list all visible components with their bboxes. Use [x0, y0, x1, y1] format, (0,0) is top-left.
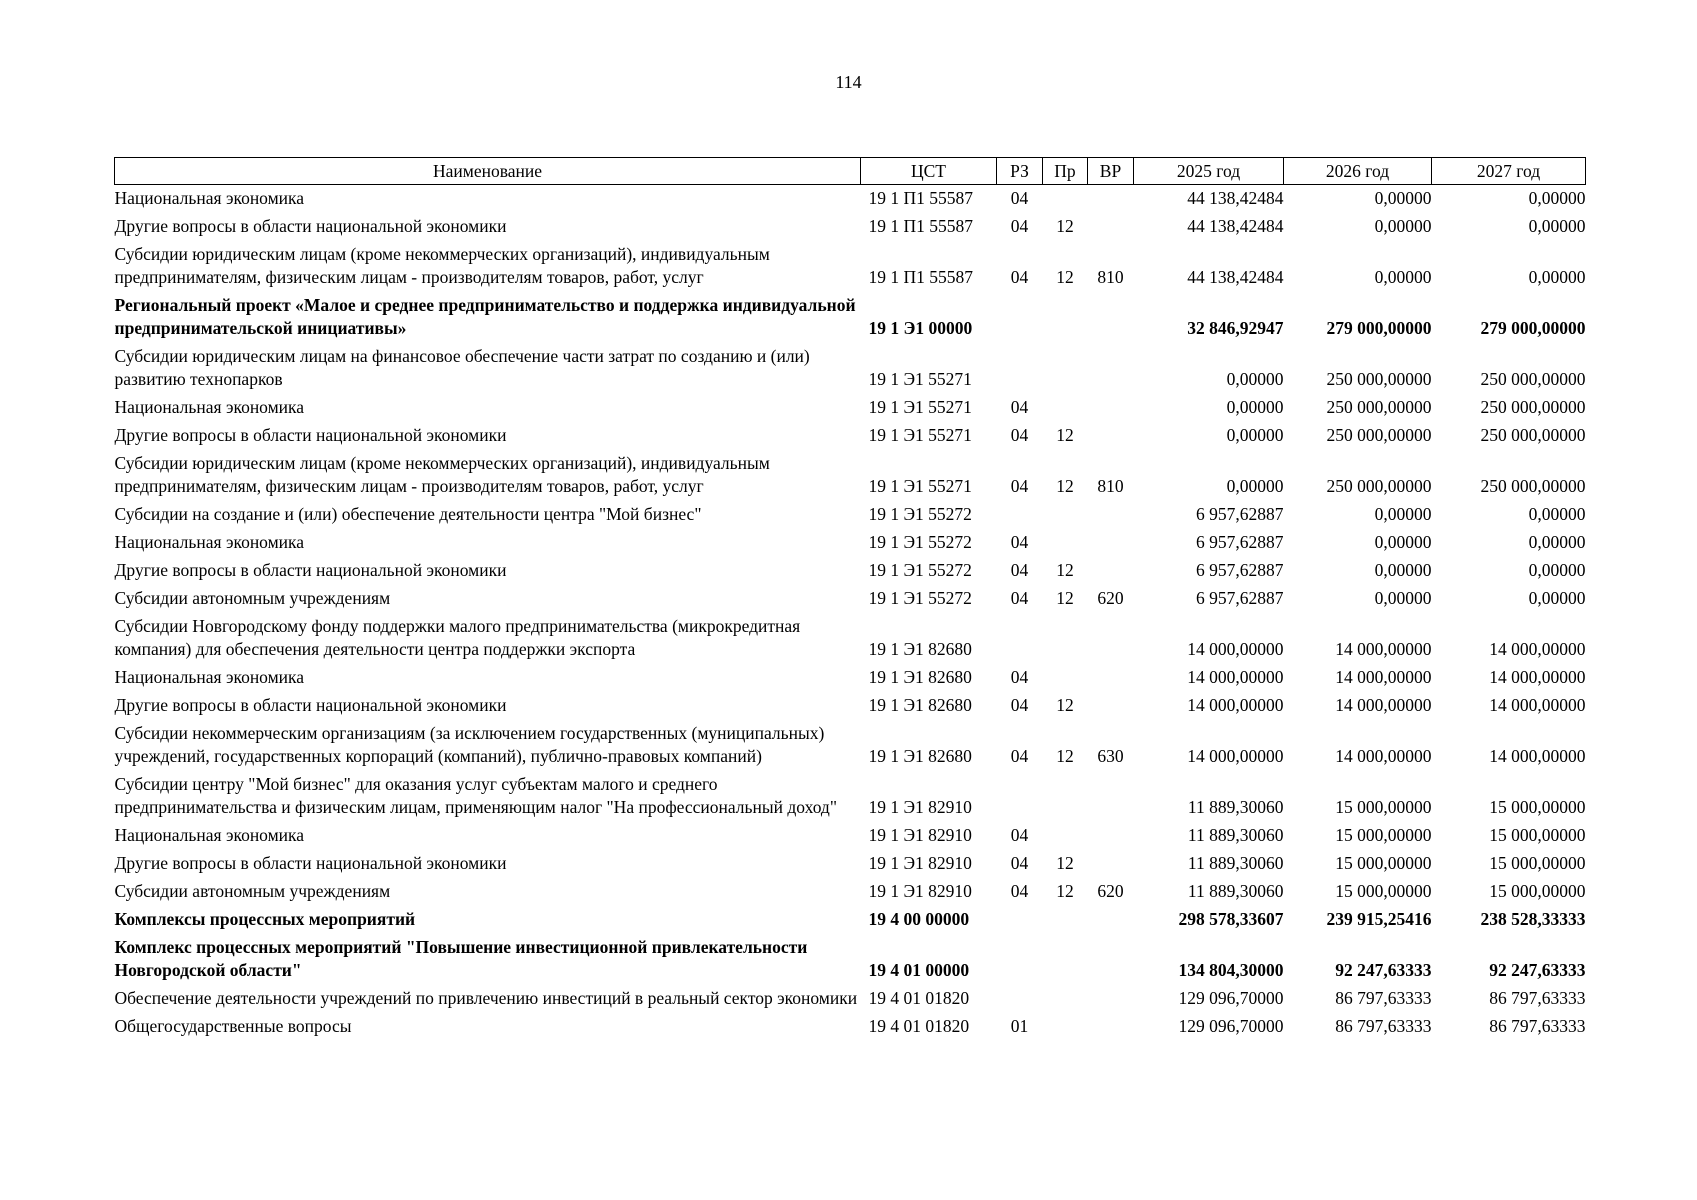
cell-2026: 0,00000 — [1374, 188, 1432, 208]
cell-rz: 04 — [1010, 560, 1029, 580]
cell-vr — [1088, 294, 1134, 345]
cell-2025: 11 889,30060 — [1187, 853, 1284, 873]
table-row — [115, 722, 1586, 773]
cell-2027: 0,00000 — [1528, 588, 1586, 608]
cell-name: Субсидии на создание и (или) обеспечение деятельности центра "Мой бизнес" — [114, 504, 702, 524]
table-header-row — [115, 158, 1586, 185]
cell-cst: 19 4 01 01820 — [868, 988, 970, 1008]
table-body — [115, 185, 1586, 1044]
cell-2026: 14 000,00000 — [1335, 695, 1432, 715]
cell-2025: 134 804,30000 — [1178, 960, 1284, 980]
cell-pr: 12 — [1056, 267, 1074, 287]
cell-rz — [997, 908, 1043, 936]
cell-2025: 44 138,42484 — [1187, 216, 1284, 236]
cell-2027: 15 000,00000 — [1489, 881, 1586, 901]
table-row — [115, 773, 1586, 824]
cell-vr — [1088, 503, 1134, 531]
cell-name: Национальная экономика — [114, 667, 305, 687]
cell-cst: 19 1 Э1 55271 — [868, 476, 972, 496]
cell-name: Субсидии автономным учреждениям — [114, 881, 391, 901]
cell-name: Другие вопросы в области национальной экономики — [114, 695, 507, 715]
cell-cst: 19 1 Э1 82910 — [868, 881, 972, 901]
cell-2026: 250 000,00000 — [1326, 397, 1432, 417]
cell-vr — [1088, 396, 1134, 424]
cell-vr: 810 — [1097, 476, 1124, 496]
table-row — [115, 243, 1586, 294]
cell-pr: 12 — [1056, 853, 1074, 873]
cell-rz — [997, 294, 1043, 345]
cell-2025: 14 000,00000 — [1187, 667, 1284, 687]
table-row — [115, 880, 1586, 908]
cell-vr — [1088, 345, 1134, 396]
cell-pr — [1043, 908, 1088, 936]
cell-name: Национальная экономика — [114, 397, 305, 417]
cell-2025: 0,00000 — [1226, 425, 1284, 445]
cell-2026: 14 000,00000 — [1335, 667, 1432, 687]
cell-rz — [997, 936, 1043, 987]
table-row — [115, 936, 1586, 987]
cell-rz — [997, 773, 1043, 824]
cell-2025: 44 138,42484 — [1187, 188, 1284, 208]
cell-pr — [1043, 1015, 1088, 1043]
cell-vr — [1088, 559, 1134, 587]
cell-2027: 14 000,00000 — [1489, 639, 1586, 659]
cell-2026: 0,00000 — [1374, 560, 1432, 580]
cell-rz: 04 — [1010, 853, 1029, 873]
cell-2027: 0,00000 — [1528, 267, 1586, 287]
header-cst: ЦСТ — [861, 158, 997, 185]
cell-2026: 15 000,00000 — [1335, 881, 1432, 901]
table-row — [115, 1015, 1586, 1043]
cell-2027: 86 797,63333 — [1489, 988, 1586, 1008]
cell-vr — [1088, 694, 1134, 722]
cell-vr — [1088, 852, 1134, 880]
cell-cst: 19 1 Э1 82680 — [868, 639, 972, 659]
table-row — [115, 294, 1586, 345]
page-number: 114 — [835, 72, 862, 92]
table-row — [115, 503, 1586, 531]
cell-vr: 630 — [1097, 746, 1124, 766]
cell-2027: 250 000,00000 — [1480, 425, 1586, 445]
cell-cst: 19 4 00 00000 — [868, 909, 970, 929]
cell-2026: 15 000,00000 — [1335, 825, 1432, 845]
cell-pr: 12 — [1056, 216, 1074, 236]
cell-2025: 11 889,30060 — [1187, 881, 1284, 901]
cell-name: Национальная экономика — [114, 188, 305, 208]
cell-cst: 19 1 Э1 00000 — [868, 318, 973, 338]
cell-rz: 04 — [1010, 667, 1029, 687]
cell-2027: 15 000,00000 — [1489, 825, 1586, 845]
budget-table — [114, 157, 1586, 1043]
cell-2025: 14 000,00000 — [1187, 639, 1284, 659]
cell-vr — [1088, 824, 1134, 852]
cell-2026: 0,00000 — [1374, 216, 1432, 236]
cell-name: Общегосударственные вопросы — [114, 1016, 352, 1036]
cell-2027: 92 247,63333 — [1489, 960, 1586, 980]
cell-name: Другие вопросы в области национальной экономики — [114, 560, 507, 580]
cell-pr — [1043, 294, 1088, 345]
table-row — [115, 852, 1586, 880]
cell-2025: 129 096,70000 — [1178, 1016, 1284, 1036]
cell-2027: 14 000,00000 — [1489, 746, 1586, 766]
cell-vr: 620 — [1097, 588, 1124, 608]
cell-2025: 0,00000 — [1226, 476, 1284, 496]
cell-2027: 0,00000 — [1528, 188, 1586, 208]
cell-vr — [1088, 185, 1134, 216]
table-row — [115, 345, 1586, 396]
cell-rz: 04 — [1010, 188, 1029, 208]
cell-name: Субсидии центру "Мой бизнес" для оказания услуг субъектам малого и среднего предпринимательства и физическим лицам, применяющим налог "На профессиональный доход" — [114, 774, 837, 817]
cell-2027: 250 000,00000 — [1480, 369, 1586, 389]
cell-pr — [1043, 345, 1088, 396]
cell-rz — [997, 615, 1043, 666]
cell-2027: 0,00000 — [1528, 560, 1586, 580]
cell-name: Национальная экономика — [114, 825, 305, 845]
cell-pr — [1043, 503, 1088, 531]
cell-2027: 279 000,00000 — [1480, 318, 1586, 338]
cell-rz: 04 — [1010, 425, 1029, 445]
cell-cst: 19 1 Э1 55272 — [868, 588, 972, 608]
table-row — [115, 452, 1586, 503]
cell-name: Национальная экономика — [114, 532, 305, 552]
table-row — [115, 185, 1586, 216]
cell-pr: 12 — [1056, 476, 1074, 496]
cell-cst: 19 1 Э1 82680 — [868, 746, 972, 766]
cell-rz: 04 — [1010, 267, 1029, 287]
cell-2025: 32 846,92947 — [1187, 318, 1284, 338]
cell-rz — [997, 987, 1043, 1015]
cell-pr — [1043, 773, 1088, 824]
cell-cst: 19 1 Э1 82910 — [868, 825, 972, 845]
cell-2027: 250 000,00000 — [1480, 397, 1586, 417]
cell-name: Субсидии Новгородскому фонду поддержки малого предпринимательства (микрокредитная компания) для обеспечения деятельности центра поддержки экспорта — [114, 616, 801, 659]
cell-2025: 14 000,00000 — [1187, 695, 1284, 715]
cell-name: Другие вопросы в области национальной экономики — [114, 853, 507, 873]
cell-2027: 0,00000 — [1528, 532, 1586, 552]
cell-2025: 11 889,30060 — [1187, 797, 1284, 817]
cell-name: Другие вопросы в области национальной экономики — [114, 425, 507, 445]
cell-name: Субсидии автономным учреждениям — [114, 588, 391, 608]
cell-2025: 6 957,62887 — [1196, 588, 1284, 608]
cell-2027: 0,00000 — [1528, 504, 1586, 524]
cell-vr: 620 — [1097, 881, 1124, 901]
table-row — [115, 587, 1586, 615]
table-row — [115, 666, 1586, 694]
table-row — [115, 824, 1586, 852]
cell-vr — [1088, 531, 1134, 559]
cell-vr — [1088, 773, 1134, 824]
cell-pr — [1043, 615, 1088, 666]
cell-2025: 6 957,62887 — [1196, 560, 1284, 580]
cell-2026: 0,00000 — [1374, 588, 1432, 608]
cell-2026: 86 797,63333 — [1335, 988, 1432, 1008]
cell-vr — [1088, 987, 1134, 1015]
cell-pr — [1043, 666, 1088, 694]
header-2026: 2026 год — [1284, 158, 1432, 185]
cell-pr: 12 — [1056, 425, 1074, 445]
cell-vr — [1088, 215, 1134, 243]
cell-cst: 19 1 Э1 55271 — [868, 369, 972, 389]
table-row — [115, 987, 1586, 1015]
table-row — [115, 559, 1586, 587]
cell-cst: 19 1 Э1 55271 — [868, 397, 972, 417]
cell-rz: 04 — [1010, 397, 1029, 417]
cell-2026: 0,00000 — [1374, 267, 1432, 287]
cell-vr — [1088, 615, 1134, 666]
cell-pr: 12 — [1056, 746, 1074, 766]
cell-2026: 14 000,00000 — [1335, 639, 1432, 659]
cell-2027: 15 000,00000 — [1489, 853, 1586, 873]
cell-2025: 6 957,62887 — [1196, 504, 1284, 524]
cell-rz: 04 — [1010, 588, 1029, 608]
cell-2027: 15 000,00000 — [1489, 797, 1586, 817]
header-pr: Пр — [1043, 158, 1088, 185]
cell-name: Субсидии некоммерческим организациям (за исключением государственных (муниципальных) учреждений, государственных корпораций (компаний), публично-правовых компаний) — [114, 723, 825, 766]
cell-2027: 238 528,33333 — [1480, 909, 1586, 929]
table-row — [115, 531, 1586, 559]
cell-cst: 19 1 Э1 55272 — [868, 560, 972, 580]
table-row — [115, 424, 1586, 452]
cell-2026: 239 915,25416 — [1326, 909, 1432, 929]
cell-pr: 12 — [1056, 695, 1074, 715]
cell-2027: 14 000,00000 — [1489, 667, 1586, 687]
cell-rz — [997, 345, 1043, 396]
cell-name: Комплексы процессных мероприятий — [114, 909, 416, 929]
table-row — [115, 215, 1586, 243]
cell-name: Субсидии юридическим лицам (кроме некоммерческих организаций), индивидуальным предпринимателям, физическим лицам - производителям товаров, работ, услуг — [114, 453, 770, 496]
cell-rz — [997, 503, 1043, 531]
cell-2025: 298 578,33607 — [1178, 909, 1284, 929]
cell-2026: 14 000,00000 — [1335, 746, 1432, 766]
cell-2026: 0,00000 — [1374, 504, 1432, 524]
cell-2025: 44 138,42484 — [1187, 267, 1284, 287]
cell-2027: 14 000,00000 — [1489, 695, 1586, 715]
cell-cst: 19 1 Э1 55272 — [868, 504, 972, 524]
cell-2027: 250 000,00000 — [1480, 476, 1586, 496]
cell-rz: 04 — [1010, 825, 1029, 845]
cell-cst: 19 4 01 01820 — [868, 1016, 970, 1036]
cell-2026: 0,00000 — [1374, 532, 1432, 552]
cell-cst: 19 1 П1 55587 — [868, 267, 974, 287]
table-row — [115, 615, 1586, 666]
cell-name: Субсидии юридическим лицам (кроме некоммерческих организаций), индивидуальным предпринимателям, физическим лицам - производителям товаров, работ, услуг — [114, 244, 770, 287]
cell-name: Комплекс процессных мероприятий "Повышение инвестиционной привлекательности Новгородской области" — [114, 937, 808, 980]
cell-pr — [1043, 396, 1088, 424]
cell-cst: 19 1 П1 55587 — [868, 216, 974, 236]
cell-2025: 0,00000 — [1226, 397, 1284, 417]
cell-2025: 14 000,00000 — [1187, 746, 1284, 766]
header-name: Наименование — [115, 158, 861, 185]
cell-rz: 04 — [1010, 746, 1029, 766]
table-row — [115, 908, 1586, 936]
cell-name: Другие вопросы в области национальной экономики — [114, 216, 507, 236]
cell-cst: 19 1 Э1 55272 — [868, 532, 972, 552]
cell-2026: 250 000,00000 — [1326, 476, 1432, 496]
cell-cst: 19 4 01 00000 — [868, 960, 970, 980]
cell-cst: 19 1 П1 55587 — [868, 188, 974, 208]
cell-cst: 19 1 Э1 82680 — [868, 695, 972, 715]
cell-pr — [1043, 987, 1088, 1015]
cell-vr — [1088, 666, 1134, 694]
cell-2027: 86 797,63333 — [1489, 1016, 1586, 1036]
header-rz: РЗ — [997, 158, 1043, 185]
cell-pr: 12 — [1056, 588, 1074, 608]
cell-vr — [1088, 908, 1134, 936]
table-row — [115, 694, 1586, 722]
cell-pr — [1043, 824, 1088, 852]
cell-name: Субсидии юридическим лицам на финансовое обеспечение части затрат по созданию и (или) развитию технопарков — [114, 346, 810, 389]
cell-pr — [1043, 185, 1088, 216]
cell-2026: 250 000,00000 — [1326, 369, 1432, 389]
cell-2026: 86 797,63333 — [1335, 1016, 1432, 1036]
cell-2025: 129 096,70000 — [1178, 988, 1284, 1008]
cell-rz: 04 — [1010, 881, 1029, 901]
cell-2026: 15 000,00000 — [1335, 797, 1432, 817]
cell-rz: 04 — [1010, 532, 1029, 552]
cell-vr — [1088, 1015, 1134, 1043]
cell-cst: 19 1 Э1 55271 — [868, 425, 972, 445]
cell-name: Региональный проект «Малое и среднее предпринимательство и поддержка индивидуальной предпринимательской инициативы» — [114, 295, 856, 338]
cell-2026: 92 247,63333 — [1335, 960, 1432, 980]
cell-2026: 279 000,00000 — [1326, 318, 1432, 338]
header-vr: ВР — [1088, 158, 1134, 185]
cell-name: Обеспечение деятельности учреждений по привлечению инвестиций в реальный сектор экономики — [114, 988, 858, 1008]
table-row — [115, 396, 1586, 424]
header-2027: 2027 год — [1432, 158, 1586, 185]
cell-rz: 04 — [1010, 216, 1029, 236]
cell-vr — [1088, 936, 1134, 987]
cell-pr — [1043, 531, 1088, 559]
cell-pr: 12 — [1056, 881, 1074, 901]
cell-rz: 04 — [1010, 476, 1029, 496]
cell-2027: 0,00000 — [1528, 216, 1586, 236]
cell-2025: 0,00000 — [1226, 369, 1284, 389]
cell-2025: 6 957,62887 — [1196, 532, 1284, 552]
cell-pr: 12 — [1056, 560, 1074, 580]
cell-2026: 15 000,00000 — [1335, 853, 1432, 873]
header-2025: 2025 год — [1134, 158, 1284, 185]
cell-rz: 01 — [1010, 1016, 1029, 1036]
cell-2026: 250 000,00000 — [1326, 425, 1432, 445]
cell-vr — [1088, 424, 1134, 452]
cell-pr — [1043, 936, 1088, 987]
cell-2025: 11 889,30060 — [1187, 825, 1284, 845]
cell-cst: 19 1 Э1 82910 — [868, 797, 972, 817]
cell-vr: 810 — [1097, 267, 1124, 287]
cell-rz: 04 — [1010, 695, 1029, 715]
cell-cst: 19 1 Э1 82910 — [868, 853, 972, 873]
cell-cst: 19 1 Э1 82680 — [868, 667, 972, 687]
